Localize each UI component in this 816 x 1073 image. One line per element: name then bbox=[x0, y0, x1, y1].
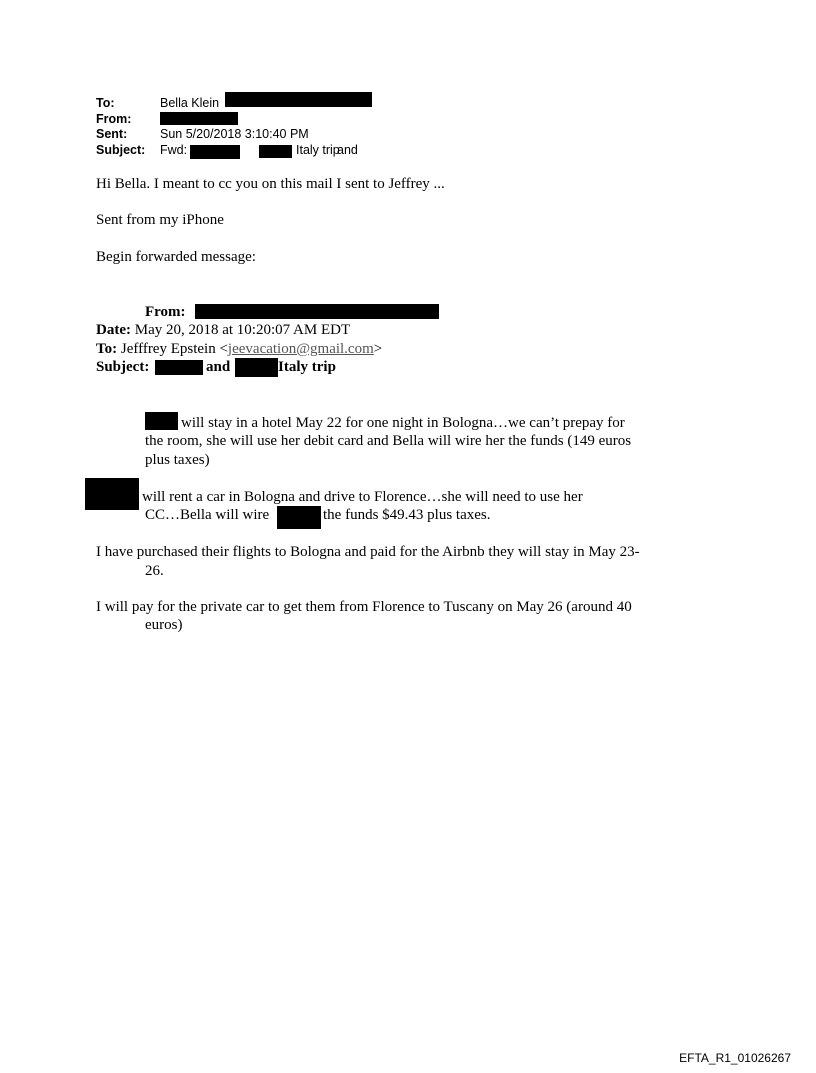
redaction-subject-1 bbox=[190, 145, 240, 159]
redaction-fwd-subject-1 bbox=[155, 360, 203, 375]
fwd-to-email-link[interactable]: jeevacation@gmail.com bbox=[227, 341, 374, 357]
fwd-subject-label: Subject: bbox=[96, 359, 150, 375]
p2-line2b: the funds $49.43 plus taxes. bbox=[323, 507, 491, 523]
from-label: From: bbox=[96, 112, 132, 126]
to-value: Bella Klein bbox=[160, 96, 220, 110]
fwd-date-label: Date: bbox=[96, 322, 131, 338]
fwd-to-close: > bbox=[373, 341, 383, 357]
fwd-to-name: Jefffrey Epstein < bbox=[120, 341, 228, 357]
fwd-from-label: From: bbox=[145, 304, 186, 320]
fwd-date-value: May 20, 2018 at 10:20:07 AM EDT bbox=[134, 322, 351, 338]
p4-line1: I will pay for the private car to get them from Florence to Tuscany on May 26 (around 40 bbox=[96, 599, 632, 615]
subject-label: Subject: bbox=[96, 143, 146, 157]
p2-line2a: CC…Bella will wire bbox=[145, 507, 270, 523]
subject-suffix: Italy trip bbox=[296, 143, 340, 157]
subject-prefix: Fwd: bbox=[160, 143, 188, 157]
fwd-subject-and: and bbox=[206, 359, 231, 375]
redaction-fwd-subject-2 bbox=[235, 358, 278, 377]
redaction-p2-name bbox=[85, 478, 139, 510]
forward-intro-line: Begin forwarded message: bbox=[96, 249, 256, 265]
sent-value: Sun 5/20/2018 3:10:40 PM bbox=[160, 127, 309, 141]
document-id: EFTA_R1_01026267 bbox=[679, 1051, 791, 1065]
p2-line1: will rent a car in Bologna and drive to Florence…she will need to use her bbox=[142, 489, 583, 505]
fwd-date-row bbox=[96, 321, 350, 339]
redaction-p1-name bbox=[145, 412, 178, 430]
p1-line3: plus taxes) bbox=[145, 452, 210, 468]
p3-line1: I have purchased their flights to Bologna and paid for the Airbnb they will stay in May 23- bbox=[96, 544, 640, 560]
to-label: To: bbox=[96, 96, 115, 110]
fwd-subject-suffix: Italy trip bbox=[278, 359, 336, 375]
fwd-to-label: To: bbox=[96, 341, 118, 357]
redaction-to-email bbox=[225, 92, 372, 107]
redaction-subject-2 bbox=[259, 145, 292, 158]
fwd-to-row bbox=[96, 340, 382, 358]
p1-line1: will stay in a hotel May 22 for one night in Bologna…we can’t prepay for bbox=[181, 415, 625, 431]
redaction-from bbox=[160, 112, 238, 125]
sent-label: Sent: bbox=[96, 127, 128, 141]
subject-and: and bbox=[337, 143, 358, 157]
fwd-from-row bbox=[145, 303, 186, 321]
p3-line2: 26. bbox=[145, 563, 164, 579]
fwd-subject-row bbox=[96, 358, 356, 376]
p1-line2: the room, she will use her debit card and Bella will wire her the funds (149 euros bbox=[145, 433, 632, 449]
redaction-p2-recipient bbox=[277, 506, 321, 529]
greeting-line: Hi Bella. I meant to cc you on this mail I sent to Jeffrey ... bbox=[96, 176, 445, 192]
redaction-fwd-from bbox=[195, 304, 439, 319]
p4-line2: euros) bbox=[145, 617, 183, 633]
signature-line: Sent from my iPhone bbox=[96, 212, 224, 228]
